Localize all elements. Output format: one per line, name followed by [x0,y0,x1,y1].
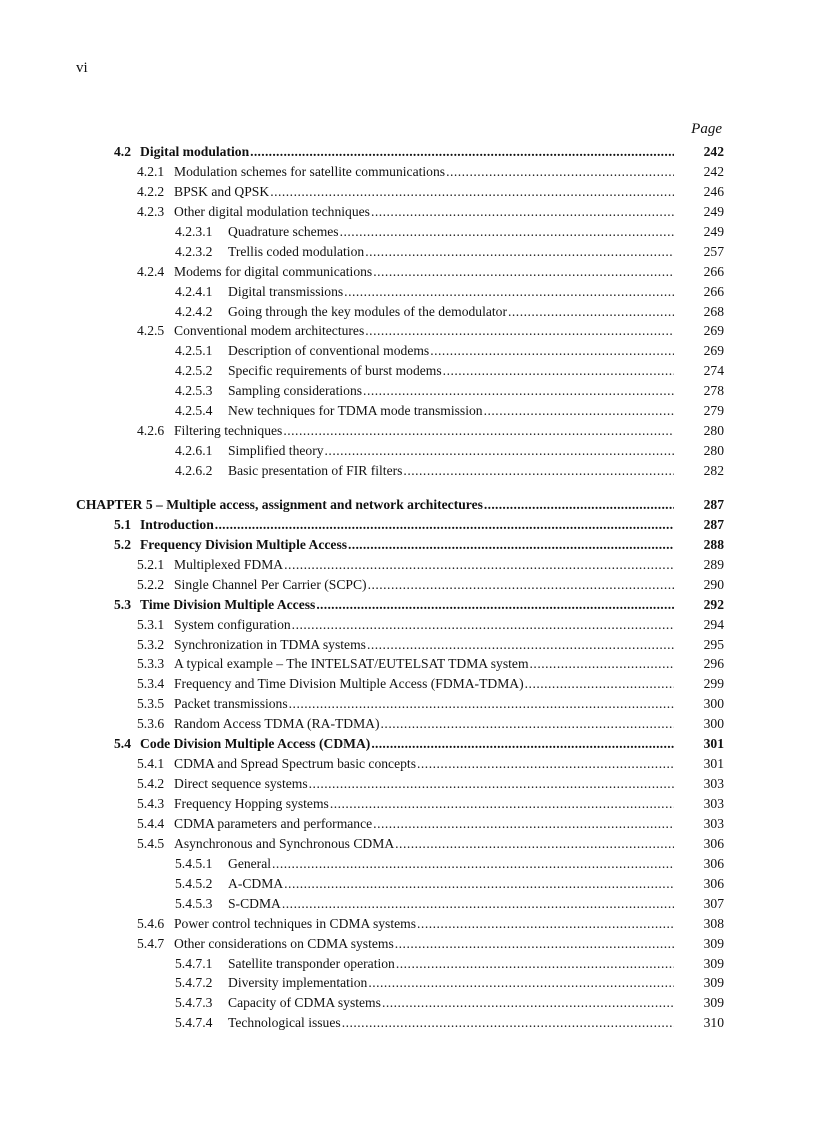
toc-entry [76,617,724,637]
toc-entry-title: Digital modulation [140,144,250,159]
toc-entry-page: 249 [703,223,724,239]
toc-entry-title: Technological issues [228,1015,341,1031]
toc-entry-page: 295 [703,636,724,652]
toc-entry-page: 242 [703,144,724,159]
toc-entry [76,796,724,816]
toc-entry [76,204,724,224]
toc-entry [76,836,724,856]
toc-entry-page: 278 [703,383,724,399]
toc-entry-number: 5.4.4 [137,815,165,831]
dot-leader [289,696,674,712]
toc-entry-page: 269 [703,323,724,339]
toc-entry [76,936,724,956]
toc-entry-page: 292 [703,596,724,612]
toc-entry-number: 4.2.6.2 [175,463,213,478]
toc-entry-page: 303 [703,776,724,792]
dot-leader [395,836,674,852]
toc-entry-number: 4.2.3.1 [175,223,213,239]
toc-entry-title: Time Division Multiple Access [140,596,316,612]
toc-entry-number: 5.4.7.3 [175,995,213,1011]
toc-entry-number: 5.3.5 [137,696,165,712]
toc-entry-title: Other digital modulation techniques [174,203,370,219]
toc-entry-number: 4.2.2 [137,183,165,199]
toc-entry-number: 5.2.1 [137,556,165,572]
toc-entry-page: 294 [703,616,724,632]
toc-entry-number: 5.4.7.4 [175,1015,213,1031]
dot-leader [284,557,674,573]
toc-entry [76,323,724,343]
toc-entry-number: 5.4.2 [137,776,165,792]
dot-leader [340,224,674,240]
toc-entry-title: Capacity of CDMA systems [228,995,381,1011]
toc-entry-page: 310 [703,1015,724,1031]
toc-entry-title: Simplified theory [228,443,324,459]
toc-entry [76,443,724,463]
dot-leader [270,184,674,200]
toc-entry-title: BPSK and QPSK [174,183,270,199]
toc-entry-page: 306 [703,835,724,851]
dot-leader [508,304,674,320]
toc-entry-page: 266 [703,283,724,299]
dot-leader [381,716,674,732]
toc-entry-page: 300 [703,716,724,732]
dot-leader [330,796,674,812]
toc-entry-title: CDMA and Spread Spectrum basic concepts [174,756,416,772]
toc-entry-page: 306 [703,855,724,871]
toc-entry-page: 301 [703,756,724,772]
dot-leader [342,1015,674,1031]
page-folio: vi [76,60,88,76]
dot-leader [284,876,674,892]
toc-entry [76,1015,724,1035]
toc-entry-title: Code Division Multiple Access (CDMA) [140,736,371,752]
toc-entry-number: 5.4.7 [137,935,165,951]
toc-entry [76,756,724,776]
toc-entry [76,224,724,244]
toc-entry-number: 5.4 [114,736,131,752]
toc-entry-title: A-CDMA [228,875,284,891]
toc-entry-number: 5.4.3 [137,796,165,811]
toc-entry-page: 280 [703,423,724,439]
toc-entry-title: Diversity implementation [228,975,368,991]
dot-leader [417,756,674,772]
toc-entry-page: 287 [703,496,724,512]
toc-entry-title: Specific requirements of burst modems [228,363,442,379]
toc-entry-number: 5.3.3 [137,656,165,672]
table-of-contents [76,144,724,1035]
toc-entry-title: Power control techniques in CDMA systems [174,915,417,931]
toc-entry-title: CDMA parameters and performance [174,815,373,831]
toc-entry-page: 290 [703,576,724,592]
toc-entry-title: A typical example – The INTELSAT/EUTELSAT TDMA system [174,656,529,672]
toc-entry-number: 5.4.6 [137,915,165,931]
toc-entry-title: Sampling considerations [228,383,363,399]
dot-leader [316,597,674,613]
toc-entry-page: 289 [703,556,724,572]
toc-entry-page: 266 [703,263,724,279]
toc-entry-page: 242 [703,163,724,179]
toc-entry-title: Multiplexed FDMA [174,556,284,572]
toc-entry [76,184,724,204]
toc-entry-number: 5.4.7.2 [175,975,213,991]
dot-leader [403,463,674,479]
toc-entry-title: Going through the key modules of the demodulator [228,303,507,319]
toc-entry [76,736,724,756]
toc-entry-number: 4.2.5.2 [175,363,213,379]
toc-entry [76,676,724,696]
dot-leader [484,497,674,513]
toc-entry-number: 5.3.6 [137,716,165,732]
toc-entry [76,637,724,657]
toc-entry-page: 274 [703,363,724,379]
toc-entry-number: 4.2.5.1 [175,343,213,359]
toc-entry [76,716,724,736]
toc-entry-title: Direct sequence systems [174,776,308,792]
dot-leader [396,956,674,972]
toc-entry-page: 279 [703,403,724,419]
toc-entry [76,363,724,383]
toc-entry-title: Conventional modem architectures [174,323,365,339]
toc-entry-number: 5.2 [114,536,131,552]
toc-entry-number: 5.3.4 [137,676,165,692]
toc-entry [76,244,724,264]
toc-entry-title: Satellite transponder operation [228,955,395,971]
toc-entry-page: 309 [703,955,724,971]
toc-entry [76,284,724,304]
toc-entry [76,164,724,184]
toc-entry-title: Modems for digital communications [174,263,373,279]
toc-entry-title: Other considerations on CDMA systems [174,935,394,951]
dot-leader [365,244,674,260]
toc-entry-title: Trellis coded modulation [228,243,365,259]
toc-entry-number: 4.2.4.2 [175,303,213,319]
dot-leader [272,856,674,872]
dot-leader [283,423,674,439]
toc-entry [76,916,724,936]
toc-entry-page: 306 [703,875,724,891]
toc-entry-number: 4.2.5.3 [175,383,213,399]
dot-leader [371,736,674,752]
toc-entry [76,144,724,164]
dot-leader [368,975,674,991]
toc-entry-number: 5.3.2 [137,636,165,652]
toc-entry [76,497,724,517]
toc-entry-number: 5.2.2 [137,576,165,592]
toc-entry-title: Frequency and Time Division Multiple Access (FDMA-TDMA) [174,676,524,692]
dot-leader [446,164,674,180]
toc-entry-page: 299 [703,676,724,692]
toc-entry-title: Modulation schemes for satellite communications [174,163,446,179]
dot-leader [309,776,674,792]
dot-leader [417,916,674,932]
toc-entry-title: General [228,855,272,871]
toc-entry [76,343,724,363]
toc-entry [76,403,724,423]
toc-entry-page: 303 [703,815,724,831]
toc-entry-page: 309 [703,975,724,991]
toc-entry-title: Basic presentation of FIR filters [228,463,403,478]
toc-entry-page: 257 [703,243,724,259]
toc-entry-number: 4.2.4 [137,263,165,279]
toc-entry [76,463,724,483]
toc-entry-title: Random Access TDMA (RA-TDMA) [174,716,380,732]
dot-leader [373,816,674,832]
toc-entry-title: Packet transmissions [174,696,288,712]
toc-entry [76,557,724,577]
toc-entry-number: 4.2.5 [137,323,165,339]
toc-entry-page: 268 [703,303,724,319]
toc-entry-title: S-CDMA [228,895,281,911]
toc-entry-title: Synchronization in TDMA systems [174,636,366,652]
toc-entry-page: 309 [703,935,724,951]
toc-entry [76,816,724,836]
toc-entry-title: Digital transmissions [228,283,344,299]
toc-entry [76,537,724,557]
toc-entry [76,995,724,1015]
toc-entry [76,304,724,324]
toc-entry-page: 296 [703,656,724,672]
toc-entry [76,577,724,597]
dot-leader [430,343,674,359]
toc-entry [76,383,724,403]
dot-leader [443,363,674,379]
dot-leader [292,617,674,633]
toc-entry-page: 301 [703,736,724,752]
dot-leader [484,403,674,419]
toc-entry-number: 4.2 [114,144,131,159]
dot-leader [250,144,674,160]
toc-entry-title: Single Channel Per Carrier (SCPC) [174,576,367,592]
dot-leader [395,936,674,952]
dot-leader [367,637,674,653]
toc-entry-number: 5.1 [114,516,131,532]
toc-entry-page: 309 [703,995,724,1011]
toc-entry-page: 249 [703,203,724,219]
toc-entry [76,896,724,916]
dot-leader [344,284,674,300]
toc-entry [76,856,724,876]
toc-entry-title: New techniques for TDMA mode transmission [228,403,483,419]
toc-entry-title: Filtering techniques [174,423,283,439]
toc-entry [76,776,724,796]
toc-entry-title: Frequency Division Multiple Access [140,536,348,552]
toc-entry-page: 308 [703,915,724,931]
toc-entry-number: 5.4.5 [137,835,165,851]
toc-entry-number: 5.4.1 [137,756,165,772]
toc-entry-number: 4.2.6 [137,423,165,439]
toc-entry [76,423,724,443]
toc-entry-number: 4.2.6.1 [175,443,213,459]
toc-entry-page: 288 [703,536,724,552]
dot-leader [348,537,674,553]
toc-entry-title: CHAPTER 5 – Multiple access, assignment and network architectures [76,496,483,512]
toc-entry [76,696,724,716]
toc-entry-title: Asynchronous and Synchronous CDMA [174,835,395,851]
toc-entry [76,597,724,617]
toc-entry-number: 4.2.3 [137,203,165,219]
toc-entry-number: 5.4.5.2 [175,875,213,891]
toc-entry [76,656,724,676]
dot-leader [382,995,674,1011]
page-column-heading: Page [691,121,722,137]
toc-entry [76,876,724,896]
dot-leader [368,577,674,593]
toc-entry-title: Description of conventional modems [228,343,430,359]
dot-leader [373,264,674,280]
toc-entry-number: 5.4.5.3 [175,895,213,911]
toc-entry [76,264,724,284]
toc-entry-page: 280 [703,443,724,459]
toc-entry-number: 4.2.4.1 [175,283,213,299]
toc-entry-page: 307 [703,895,724,911]
toc-entry-page: 300 [703,696,724,712]
toc-entry-number: 4.2.1 [137,163,165,179]
toc-entry-number: 5.3.1 [137,616,165,632]
toc-entry-number: 5.4.7.1 [175,955,213,971]
dot-leader [363,383,674,399]
toc-entry-number: 5.3 [114,596,131,612]
toc-entry [76,517,724,537]
dot-leader [365,323,674,339]
toc-entry-page: 287 [703,516,724,532]
toc-entry-title: System configuration [174,616,291,632]
toc-entry [76,956,724,976]
toc-entry-number: 4.2.3.2 [175,243,213,259]
toc-entry-number: 5.4.5.1 [175,855,213,871]
toc-entry-title: Introduction [140,516,214,532]
dot-leader [371,204,674,220]
dot-leader [325,443,674,459]
toc-entry-page: 282 [703,463,724,478]
toc-entry-page: 269 [703,343,724,359]
toc-entry [76,975,724,995]
toc-entry-page: 246 [703,183,724,199]
toc-entry-page: 303 [703,796,724,811]
dot-leader [530,656,674,672]
toc-entry-title: Frequency Hopping systems [174,796,329,811]
dot-leader [282,896,674,912]
dot-leader [215,517,674,533]
toc-entry-number: 4.2.5.4 [175,403,213,419]
dot-leader [525,676,674,692]
toc-entry-title: Quadrature schemes [228,223,339,239]
